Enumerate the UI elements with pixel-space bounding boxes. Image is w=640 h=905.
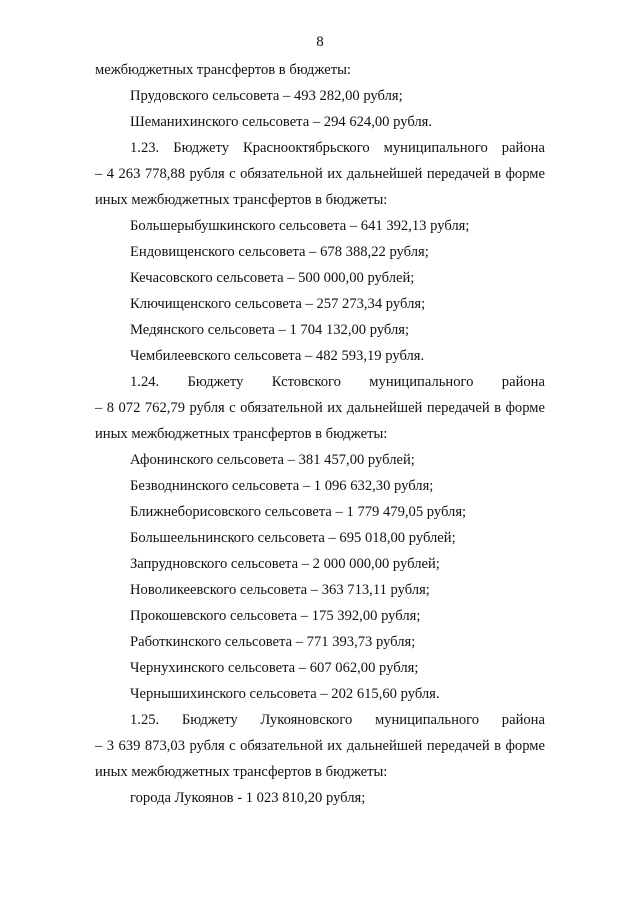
transfer-item-line: Афонинского сельсовета – 381 457,00 рублей; bbox=[130, 452, 415, 468]
heading-word: 1.25. bbox=[130, 712, 160, 728]
transfer-item-line: Ендовищенского сельсовета – 678 388,22 рубля; bbox=[130, 244, 429, 260]
heading-word: Бюджету bbox=[181, 712, 238, 728]
heading-word: 1.23. bbox=[130, 140, 160, 156]
section-heading-line bbox=[95, 369, 545, 395]
text-line: межбюджетных трансфертов в бюджеты: bbox=[95, 62, 351, 78]
heading-word: муниципального bbox=[374, 712, 480, 728]
heading-word: района bbox=[501, 374, 545, 390]
transfer-item-line: Чернышихинского сельсовета – 202 615,60 рубля. bbox=[130, 686, 440, 702]
transfer-item-line: Большеельнинского сельсовета – 695 018,00 рублей; bbox=[130, 530, 456, 546]
heading-word: Бюджету bbox=[187, 374, 244, 390]
text-line: иных межбюджетных трансфертов в бюджеты: bbox=[95, 192, 388, 208]
heading-word: муниципального bbox=[383, 140, 488, 156]
transfer-item-line: Безводнинского сельсовета – 1 096 632,30 рубля; bbox=[130, 478, 434, 494]
transfer-item-line: Работкинского сельсовета – 771 393,73 рубля; bbox=[130, 634, 416, 650]
heading-word: Бюджету bbox=[173, 140, 230, 156]
heading-word: Краснооктябрьского bbox=[243, 140, 370, 156]
page-number: 8 bbox=[316, 34, 324, 50]
section-heading-line bbox=[95, 135, 545, 161]
justified-text-line: – 8 072 762,79 рубля с обязательной их дальнейшей передачей в форме bbox=[95, 400, 545, 416]
text-line: иных межбюджетных трансфертов в бюджеты: bbox=[95, 764, 388, 780]
section-heading-line bbox=[95, 707, 545, 733]
transfer-item-line: Медянского сельсовета – 1 704 132,00 рубля; bbox=[130, 322, 410, 338]
heading-word: Лукояновского bbox=[260, 712, 353, 728]
heading-word: 1.24. bbox=[130, 374, 160, 390]
transfer-item-line: Чернухинского сельсовета – 607 062,00 рубля; bbox=[130, 660, 419, 676]
text-line: иных межбюджетных трансфертов в бюджеты: bbox=[95, 426, 388, 442]
document-body bbox=[95, 57, 545, 811]
justified-text-line: – 4 263 778,88 рубля с обязательной их дальнейшей передачей в форме bbox=[95, 166, 545, 182]
heading-word: района bbox=[501, 712, 545, 728]
transfer-item-line: Прокошевского сельсовета – 175 392,00 рубля; bbox=[130, 608, 421, 624]
transfer-item-line: города Лукоянов - 1 023 810,20 рубля; bbox=[130, 790, 366, 806]
transfer-item-line: Шеманихинского сельсовета – 294 624,00 рубля. bbox=[130, 114, 433, 130]
transfer-item-line: Ближнеборисовского сельсовета – 1 779 479,05 рубля; bbox=[130, 504, 467, 520]
transfer-item-line: Прудовского сельсовета – 493 282,00 рубля; bbox=[130, 88, 403, 104]
transfer-item-line: Новоликеевского сельсовета – 363 713,11 рубля; bbox=[130, 582, 430, 598]
heading-word: Кстовского bbox=[271, 374, 341, 390]
transfer-item-line: Кечасовского сельсовета – 500 000,00 рублей; bbox=[130, 270, 415, 286]
justified-text-line: – 3 639 873,03 рубля с обязательной их дальнейшей передачей в форме bbox=[95, 738, 545, 754]
heading-word: муниципального bbox=[369, 374, 474, 390]
heading-word: района bbox=[501, 140, 545, 156]
transfer-item-line: Чембилеевского сельсовета – 482 593,19 рубля. bbox=[130, 348, 425, 364]
transfer-item-line: Запрудновского сельсовета – 2 000 000,00 рублей; bbox=[130, 556, 440, 572]
transfer-item-line: Ключищенского сельсовета – 257 273,34 рубля; bbox=[130, 296, 426, 312]
transfer-item-line: Большерыбушкинского сельсовета – 641 392,13 рубля; bbox=[130, 218, 470, 234]
